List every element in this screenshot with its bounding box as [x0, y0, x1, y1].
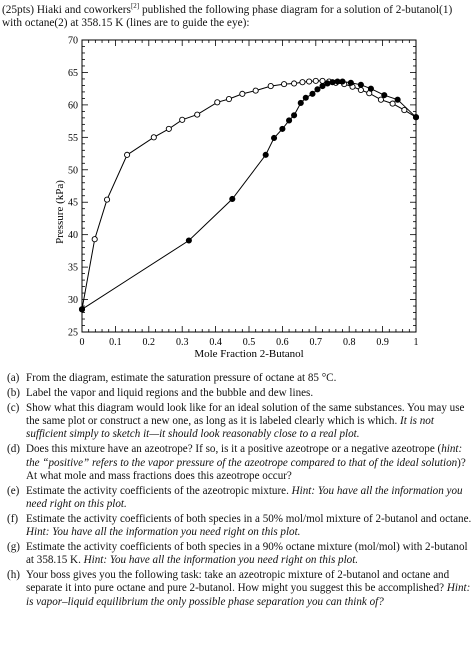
x-tick-label: 0.7	[309, 337, 323, 348]
question-hint: Hint: is vapor–liquid equilibrium the only possible phase separation you can think of?	[26, 582, 471, 608]
y-tick-label: 45	[68, 197, 78, 209]
open-data-point	[268, 83, 273, 88]
question-text: Estimate the activity coefficients of both species in a 50% mol/mol mixture of 2-butanol and octane.	[26, 512, 472, 525]
open-data-point	[313, 78, 318, 83]
y-tick-label: 40	[68, 230, 78, 242]
filled-data-point	[286, 118, 291, 123]
filled-data-point	[303, 95, 308, 100]
filled-data-point	[79, 307, 84, 312]
question-item	[2, 372, 474, 385]
y-tick-label: 65	[68, 67, 78, 79]
open-data-point	[300, 80, 305, 85]
filled-data-point	[315, 87, 320, 92]
x-tick-label: 0.4	[209, 337, 222, 348]
filled-data-point	[413, 115, 418, 120]
open-data-point	[291, 81, 296, 86]
open-data-point	[104, 197, 109, 202]
question-text: Estimate the activity coefficients of the azeotropic mixture.	[26, 484, 292, 497]
filled-data-point	[320, 83, 325, 88]
x-tick-label: 1	[413, 337, 419, 348]
x-tick-label: 0	[79, 337, 85, 348]
x-tick-label: 0.2	[142, 337, 156, 348]
y-tick-label: 70	[68, 35, 78, 47]
question-hint: Hint: You have all the information you need right on this plot.	[26, 526, 301, 539]
x-axis-label: Mole Fraction 2-Butanol	[194, 348, 304, 360]
x-tick-label: 0.9	[376, 337, 389, 348]
question-item	[2, 402, 474, 441]
question-label: (b)	[7, 387, 20, 400]
open-data-point	[195, 112, 200, 117]
y-tick-label: 35	[68, 262, 78, 274]
open-data-point	[320, 78, 325, 83]
question-label: (d)	[7, 443, 20, 456]
filled-data-point	[310, 91, 315, 96]
open-data-point	[166, 126, 171, 131]
x-tick-label: 0.8	[342, 337, 356, 348]
open-data-point	[378, 97, 383, 102]
question-item	[2, 485, 474, 511]
open-data-point	[390, 101, 395, 106]
intro-rest: published the following phase diagram for a solution of 2-butanol(1) with octane(2) at 358.15 K (lines are to guide the eye):	[2, 3, 453, 30]
x-tick-label: 0.6	[276, 337, 289, 348]
open-data-point	[281, 82, 286, 87]
question-item	[2, 541, 474, 567]
filled-data-point	[335, 79, 340, 84]
open-data-point	[402, 107, 407, 112]
open-data-point	[358, 87, 363, 92]
reference-marker: [2]	[130, 2, 140, 10]
question-item	[2, 443, 474, 482]
intro-lead: (25pts) Hiaki and coworkers	[2, 3, 131, 16]
filled-data-point	[291, 113, 296, 118]
x-tick-label: 0.1	[109, 337, 122, 348]
question-hint: It is not sufficient simply to sketch it—it should look reasonably close to a real plot.	[26, 415, 434, 441]
open-data-point	[240, 91, 245, 96]
open-data-point	[180, 117, 185, 122]
series-line-1	[82, 81, 416, 309]
open-data-point	[92, 237, 97, 242]
question-label: (f)	[7, 512, 19, 525]
open-data-point	[215, 100, 220, 105]
question-text: From the diagram, estimate the saturation pressure of octane at 85 °C.	[26, 372, 337, 384]
open-data-point	[307, 79, 312, 84]
y-tick-label: 30	[68, 295, 78, 307]
question-label: (g)	[7, 541, 20, 554]
filled-data-point	[186, 238, 191, 243]
question-label: (a)	[7, 372, 20, 384]
filled-data-point	[340, 79, 345, 84]
y-axis-label: Pressure (kPa)	[54, 180, 66, 244]
question-label: (e)	[7, 484, 20, 497]
question-label: (h)	[7, 569, 20, 582]
x-tick-label: 0.3	[175, 337, 189, 348]
question-text: Label the vapor and liquid regions and the bubble and dew lines.	[26, 387, 314, 400]
filled-data-point	[263, 152, 268, 157]
question-item	[2, 569, 474, 608]
question-text: Estimate the activity coefficients of both species in a 90% octane mixture (mol/mol) with 2-butanol at 358.15 K.	[26, 541, 468, 567]
plot-frame	[82, 40, 416, 332]
filled-data-point	[395, 97, 400, 102]
filled-data-point	[368, 86, 373, 91]
y-tick-label: 50	[68, 165, 78, 177]
x-tick-label: 0.5	[242, 337, 256, 348]
filled-data-point	[348, 80, 353, 85]
question-list	[2, 372, 474, 611]
filled-data-point	[298, 100, 303, 105]
filled-data-point	[230, 196, 235, 201]
filled-data-point	[330, 80, 335, 85]
filled-data-point	[271, 135, 276, 140]
y-tick-label: 55	[68, 132, 78, 144]
filled-data-point	[325, 81, 330, 86]
y-tick-label: 25	[68, 327, 78, 339]
question-text: Does this mixture have an azeotrope? If so, is it a positive azeotrope or a negative azeotrope (	[26, 443, 442, 456]
filled-data-point	[280, 126, 285, 131]
question-hint: Hint: You have all the information you need right on this plot.	[83, 554, 359, 567]
question-text: Your boss gives you the following task: take an azeotropic mixture of 2-butanol and octane and separate it into pure octane and pure 2-butanol. How might you suggest this be accomplished?	[26, 569, 450, 595]
question-hint: hint: the “positive” refers to the vapor pressure of the azeotrope compared to that of the ideal solution	[26, 443, 463, 469]
series-line-2	[82, 82, 416, 310]
phase-diagram-chart	[0, 30, 476, 362]
question-label: (c)	[7, 402, 20, 415]
open-data-point	[124, 152, 129, 157]
open-data-point	[226, 96, 231, 101]
question-item	[2, 513, 474, 539]
question-text: Show what this diagram would look like for an ideal solution of the same substances. You may use the same plot or construct a new one, as long as it is labeled clearly which is which.	[26, 402, 465, 428]
filled-data-point	[358, 82, 363, 87]
filled-data-point	[382, 93, 387, 98]
question-hint: Hint: You have all the information you need right on this plot.	[26, 484, 463, 510]
problem-intro	[2, 0, 474, 31]
question-item	[2, 387, 474, 400]
question-text: )? At what mole and mass fractions does this azeotrope occur?	[26, 456, 466, 482]
y-tick-label: 60	[68, 100, 78, 112]
open-data-point	[151, 135, 156, 140]
open-data-point	[253, 88, 258, 93]
